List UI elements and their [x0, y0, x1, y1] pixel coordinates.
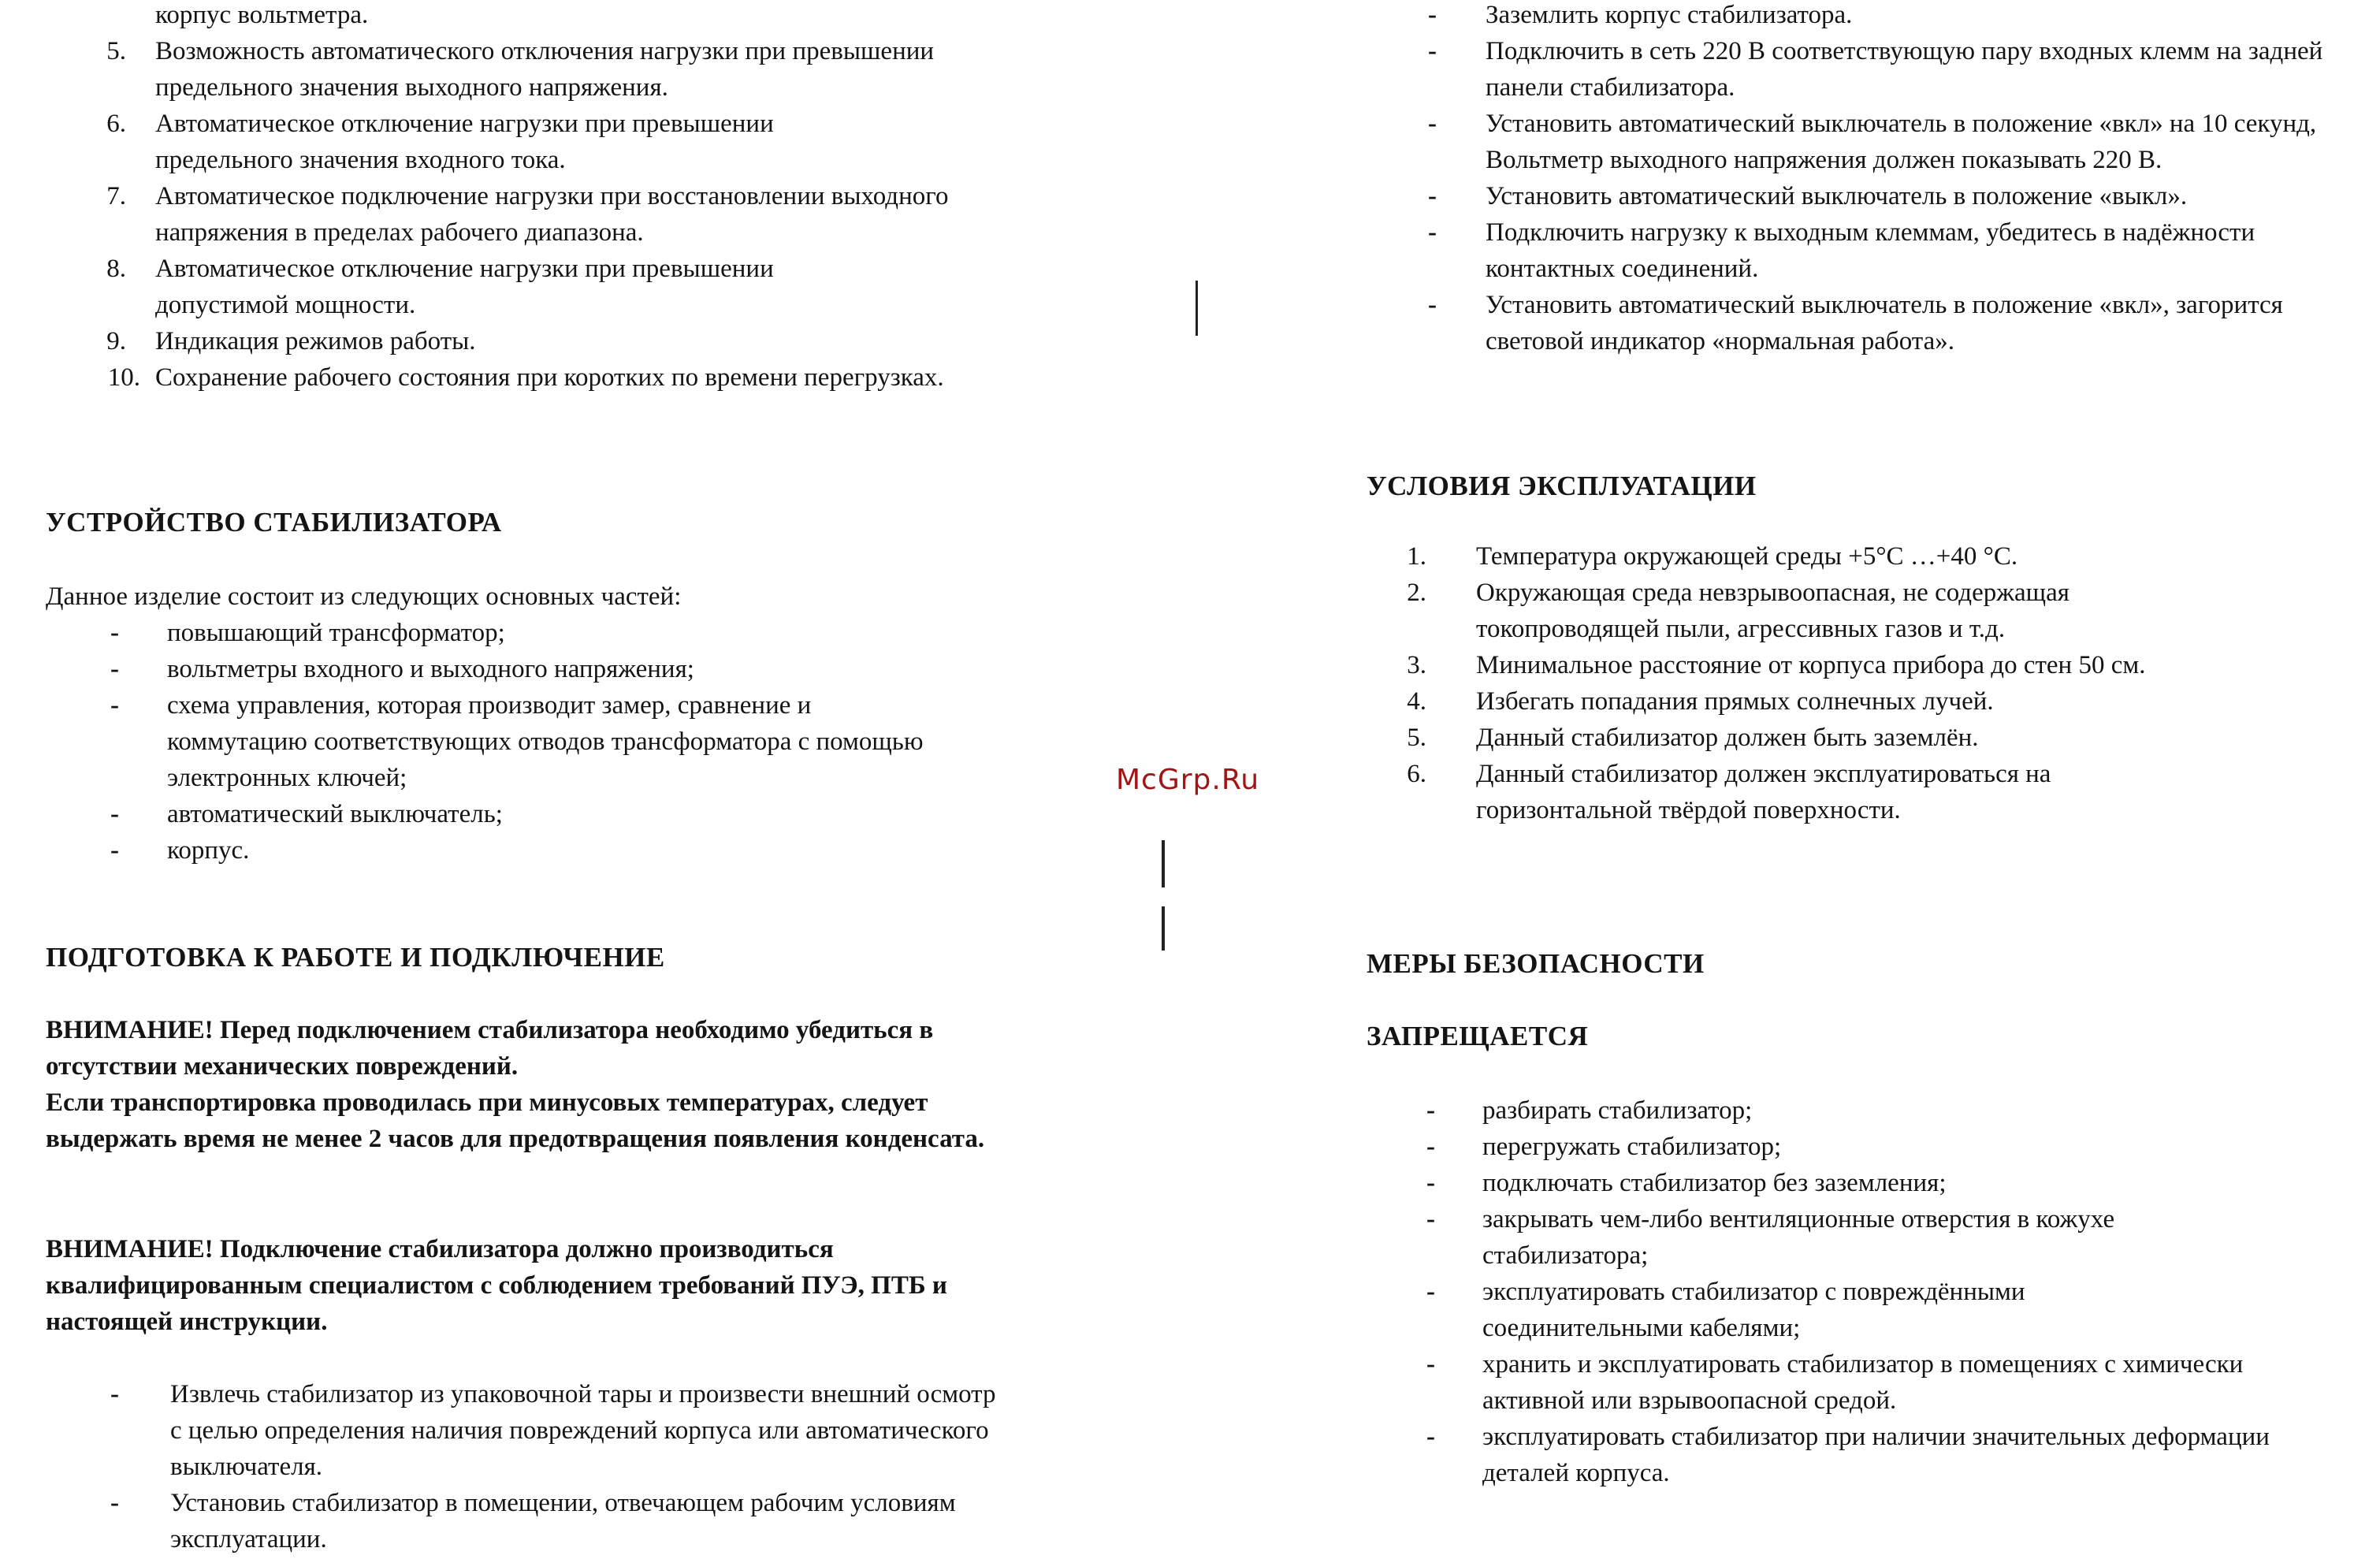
list-item: - корпус. [110, 836, 250, 865]
list-item: - перегружать стабилизатор; [1426, 1133, 1782, 1161]
conditions-list [1355, 538, 2364, 828]
list-item: - повышающий трансформатор; [110, 619, 505, 647]
list-item: - Установить автоматический выключатель в положение «вкл» на 10 секунд, [1428, 110, 2317, 138]
features-list [0, 0, 1025, 396]
watermark: McGrp.Ru [1116, 764, 1260, 796]
list-item: 3. Минимальное расстояние от корпуса прибора до стен 50 см. [1407, 651, 2146, 679]
list-item: 6. Данный стабилизатор должен эксплуатироваться на горизонтальной твёрдой поверхности. [1407, 760, 2051, 824]
list-item: - эксплуатировать стабилизатор при наличии значительных деформации деталей корпуса. [1426, 1423, 2270, 1487]
list-item: 7. Автоматическое подключение нагрузки при восстановлении выходного напряжения в пределах рабочего диапазона. [106, 182, 949, 247]
device-intro: Данное изделие состоит из следующих основных частей: [46, 582, 682, 611]
list-item: 4. Избегать попадания прямых солнечных лучей. [1407, 687, 1994, 716]
list-item: - эксплуатировать стабилизатор с повреждёнными соединительными кабелями; [1426, 1278, 2025, 1342]
list-item: 9. Индикация режимов работы. [106, 327, 476, 355]
safety-heading: МЕРЫ БЕЗОПАСНОСТИ [1367, 948, 1705, 979]
list-item: - Подключить в сеть 220 В соответствующую пару входных клемм на задней панели стабилизатора. [1428, 37, 2323, 102]
list-item: - разбирать стабилизатор; [1426, 1096, 1753, 1125]
list-item: 6. Автоматическое отключение нагрузки при превышении предельного значения входного тока. [106, 110, 774, 174]
list-item: 10. Сохранение рабочего состояния при коротких по времени перегрузках. [107, 363, 944, 392]
list-item: 8. Автоматическое отключение нагрузки при превышении допустимой мощности. [106, 255, 774, 319]
scan-mark [1162, 906, 1165, 951]
list-item: - схема управления, которая производит замер, сравнение и коммутацию соответствующих отводов трансформатора с помощью электронных ключей; [110, 691, 924, 792]
device-heading: УСТРОЙСТВО СТАБИЛИЗАТОРА [46, 507, 502, 538]
list-item: - вольтметры входного и выходного напряжения; [110, 655, 694, 683]
list-item: - Установиь стабилизатор в помещении, отвечающем рабочим условиям эксплуатации. [110, 1489, 956, 1553]
scan-mark [1196, 281, 1198, 336]
list-item: 5. Возможность автоматического отключения нагрузки при превышении предельного значения выходного напряжения. [106, 37, 935, 102]
prep-steps-list [110, 1376, 1032, 1557]
scan-mark [1162, 840, 1165, 887]
list-item: - подключать стабилизатор без заземления; [1426, 1169, 1947, 1197]
list-item: 1. Температура окружающей среды +5°С …+40 °С. [1407, 542, 2018, 571]
conditions-heading: УСЛОВИЯ ЭКСПЛУАТАЦИИ [1367, 471, 1757, 501]
list-item: - Заземлить корпус стабилизатора. [1428, 1, 1853, 29]
connect-steps-list [1428, 0, 2366, 359]
prep-heading: ПОДГОТОВКА К РАБОТЕ И ПОДКЛЮЧЕНИЕ [46, 942, 665, 973]
warning-qualified: ВНИМАНИЕ! Подключение стабилизатора должно производиться квалифицированным специалистом с соблюдением требований ПУЭ, ПТБ и настоящей инструкции. [46, 1235, 947, 1336]
list-item: 5. Данный стабилизатор должен быть заземлён. [1407, 724, 1979, 752]
list-item: корпус вольтметра. [155, 1, 369, 29]
list-item: 2. Окружающая среда невзрывоопасная, не содержащая токопроводящей пыли, агрессивных газов и т.д. [1407, 579, 2069, 643]
list-item: - хранить и эксплуатировать стабилизатор в помещениях с химически активной или взрывоопасной средой. [1426, 1350, 2244, 1415]
list-item: Вольтметр выходного напряжения должен показывать 220 В. [1486, 146, 2162, 174]
list-item: - автоматический выключатель; [110, 800, 503, 828]
forbidden-heading: ЗАПРЕЩАЕТСЯ [1367, 1021, 1589, 1051]
list-item: - закрывать чем-либо вентиляционные отверстия в кожухе стабилизатора; [1426, 1205, 2115, 1270]
list-item: - Установить автоматический выключатель в положение «выкл». [1428, 182, 2188, 210]
forbidden-list [1426, 1092, 2364, 1491]
list-item: - Подключить нагрузку к выходным клеммам, убедитесь в надёжности контактных соединений. [1428, 218, 2255, 283]
list-item: - Извлечь стабилизатор из упаковочной тары и произвести внешний осмотр с целью определения наличия повреждений корпуса или автоматического выключателя. [110, 1380, 996, 1481]
list-item: - Установить автоматический выключатель в положение «вкл», загорится световой индикатор «нормальная работа». [1428, 291, 2283, 355]
device-parts-list [110, 615, 993, 869]
warning-transport: ВНИМАНИЕ! Перед подключением стабилизатора необходимо убедиться в отсутствии механических повреждений. Если транспортировка проводилась при минусовых температурах, следует выдержать время не менее 2 часов для предотвращения появления конденсата. [46, 1016, 985, 1153]
